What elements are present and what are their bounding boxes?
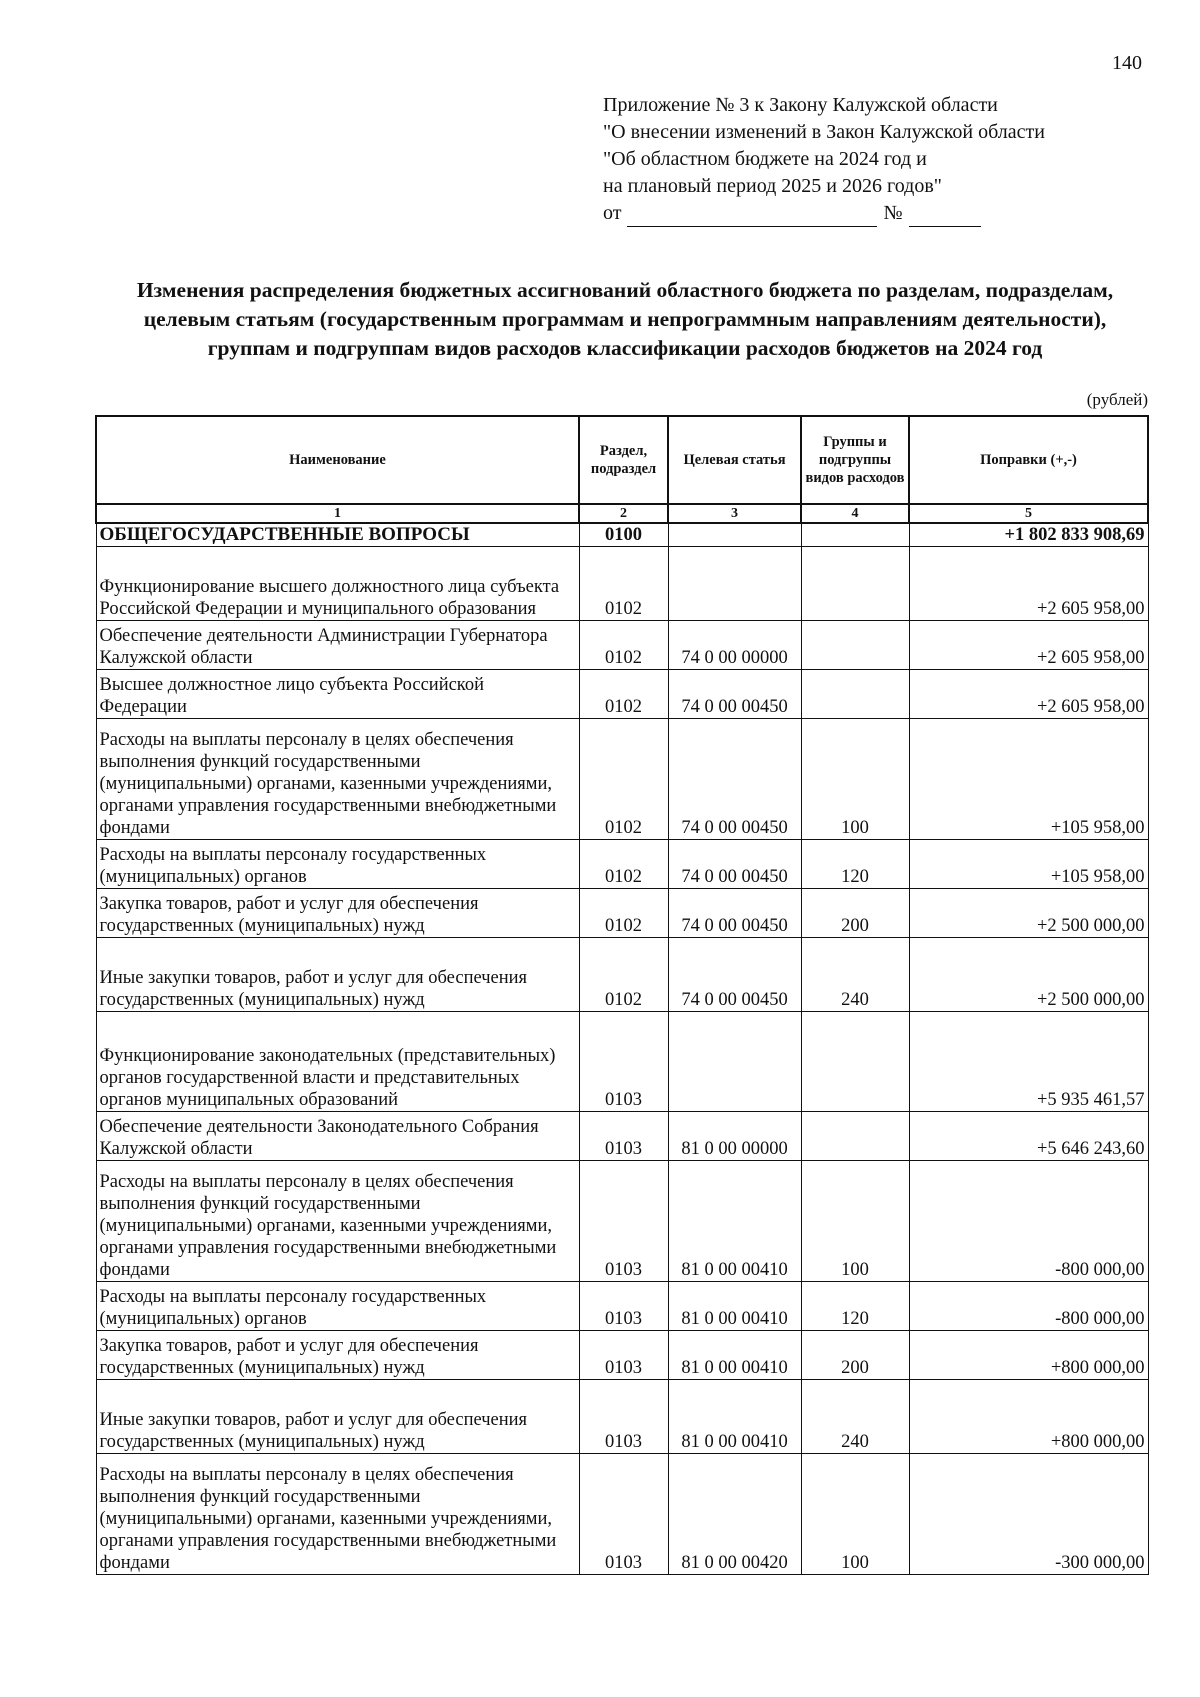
row-amount: -800 000,00: [909, 1161, 1148, 1282]
row-target: 81 0 00 00410: [668, 1282, 801, 1331]
table-row: [96, 1282, 1148, 1331]
row-group: [801, 670, 909, 719]
row-section: 0102: [579, 938, 668, 1012]
table-row: [96, 670, 1148, 719]
row-target: [668, 547, 801, 621]
appendix-line: "О внесении изменений в Закон Калужской области: [603, 121, 1045, 143]
header-row: [96, 416, 1148, 504]
row-target: 74 0 00 00450: [668, 670, 801, 719]
row-group: 120: [801, 1282, 909, 1331]
table-row: [96, 938, 1148, 1012]
appendix-date-line: [603, 200, 1045, 227]
row-section: 0103: [579, 1112, 668, 1161]
row-amount: -300 000,00: [909, 1454, 1148, 1575]
row-name: Закупка товаров, работ и услуг для обеспечения государственных (муниципальных) нужд: [96, 1331, 579, 1380]
appendix-note: [603, 92, 1045, 227]
table-row: [96, 1454, 1148, 1575]
budget-table: [95, 415, 1149, 1575]
row-section: 0100: [579, 523, 668, 547]
row-section: 0102: [579, 840, 668, 889]
table-row: [96, 621, 1148, 670]
table-row: [96, 523, 1148, 547]
row-amount: +105 958,00: [909, 719, 1148, 840]
row-group: 100: [801, 1161, 909, 1282]
row-target: 74 0 00 00000: [668, 621, 801, 670]
row-amount: +2 605 958,00: [909, 670, 1148, 719]
row-amount: +800 000,00: [909, 1380, 1148, 1454]
number-blank: [909, 208, 981, 227]
row-section: 0102: [579, 621, 668, 670]
row-name: Высшее должностное лицо субъекта Российской Федерации: [96, 670, 579, 719]
row-name: Закупка товаров, работ и услуг для обеспечения государственных (муниципальных) нужд: [96, 889, 579, 938]
row-amount: +1 802 833 908,69: [909, 523, 1148, 547]
row-name: Функционирование законодательных (представительных) органов государственной власти и представительных органов муниципальных образований: [96, 1012, 579, 1112]
table-row: [96, 840, 1148, 889]
document-title: [60, 276, 1190, 363]
row-name: Расходы на выплаты персоналу в целях обеспечения выполнения функций государственными (муниципальными) органами, казенными учреждениями, органами управления государственными внебюджетными фондами: [96, 719, 579, 840]
from-label: от: [603, 202, 622, 224]
row-name: ОБЩЕГОСУДАРСТВЕННЫЕ ВОПРОСЫ: [96, 523, 579, 547]
table-row: [96, 1161, 1148, 1282]
header-name: Наименование: [96, 416, 579, 504]
row-name: Расходы на выплаты персоналу в целях обеспечения выполнения функций государственными (муниципальными) органами, казенными учреждениями, органами управления государственными внебюджетными фондами: [96, 1161, 579, 1282]
appendix-line: Приложение № 3 к Закону Калужской области: [603, 94, 998, 116]
row-target: 74 0 00 00450: [668, 938, 801, 1012]
date-blank: [627, 208, 877, 227]
column-number: 4: [801, 504, 909, 523]
row-group: 100: [801, 719, 909, 840]
row-amount: +2 500 000,00: [909, 889, 1148, 938]
units-label: (рублей): [1086, 390, 1148, 409]
row-group: [801, 1112, 909, 1161]
row-amount: +2 605 958,00: [909, 547, 1148, 621]
table-row: [96, 547, 1148, 621]
header-groups: Группы и подгруппы видов расходов: [801, 416, 909, 504]
row-target: 74 0 00 00450: [668, 889, 801, 938]
table-row: [96, 1112, 1148, 1161]
row-amount: +800 000,00: [909, 1331, 1148, 1380]
row-target: 74 0 00 00450: [668, 840, 801, 889]
table-row: [96, 719, 1148, 840]
header-target: Целевая статья: [668, 416, 801, 504]
column-number: 3: [668, 504, 801, 523]
row-group: [801, 547, 909, 621]
row-name: Расходы на выплаты персоналу государственных (муниципальных) органов: [96, 1282, 579, 1331]
row-amount: +5 646 243,60: [909, 1112, 1148, 1161]
row-group: 200: [801, 889, 909, 938]
row-target: 81 0 00 00410: [668, 1161, 801, 1282]
row-name: Обеспечение деятельности Администрации Губернатора Калужской области: [96, 621, 579, 670]
row-name: Функционирование высшего должностного лица субъекта Российской Федерации и муниципального образования: [96, 547, 579, 621]
column-number: 2: [579, 504, 668, 523]
row-group: 240: [801, 938, 909, 1012]
row-target: 74 0 00 00450: [668, 719, 801, 840]
row-target: [668, 1012, 801, 1112]
number-label: №: [883, 202, 903, 224]
row-name: Расходы на выплаты персоналу государственных (муниципальных) органов: [96, 840, 579, 889]
header-amount: Поправки (+,-): [909, 416, 1148, 504]
row-amount: +2 605 958,00: [909, 621, 1148, 670]
row-amount: +5 935 461,57: [909, 1012, 1148, 1112]
table-row: [96, 889, 1148, 938]
row-group: 240: [801, 1380, 909, 1454]
column-number-row: [96, 504, 1148, 523]
row-section: 0103: [579, 1454, 668, 1575]
header-section: Раздел, подраздел: [579, 416, 668, 504]
row-target: 81 0 00 00410: [668, 1380, 801, 1454]
row-target: 81 0 00 00410: [668, 1331, 801, 1380]
page-number: 140: [1112, 52, 1142, 74]
appendix-line: на плановый период 2025 и 2026 годов": [603, 175, 942, 197]
row-group: 120: [801, 840, 909, 889]
row-section: 0102: [579, 889, 668, 938]
table-row: [96, 1331, 1148, 1380]
row-section: 0103: [579, 1380, 668, 1454]
table-row: [96, 1012, 1148, 1112]
column-number: 1: [96, 504, 579, 523]
column-number: 5: [909, 504, 1148, 523]
row-group: 100: [801, 1454, 909, 1575]
row-section: 0103: [579, 1331, 668, 1380]
row-group: [801, 621, 909, 670]
row-section: 0103: [579, 1012, 668, 1112]
row-target: [668, 523, 801, 547]
row-target: 81 0 00 00420: [668, 1454, 801, 1575]
row-amount: +2 500 000,00: [909, 938, 1148, 1012]
table-row: [96, 1380, 1148, 1454]
title-line: Изменения распределения бюджетных ассигнований областного бюджета по разделам, подразделам,: [136, 278, 1114, 302]
row-amount: -800 000,00: [909, 1282, 1148, 1331]
title-line: целевым статьям (государственным программам и непрограммным направлениям деятельности),: [143, 307, 1107, 331]
row-section: 0103: [579, 1282, 668, 1331]
row-name: Обеспечение деятельности Законодательного Собрания Калужской области: [96, 1112, 579, 1161]
row-amount: +105 958,00: [909, 840, 1148, 889]
row-group: [801, 1012, 909, 1112]
title-line: группам и подгруппам видов расходов классификации расходов бюджетов на 2024 год: [207, 336, 1043, 360]
row-group: [801, 523, 909, 547]
row-name: Расходы на выплаты персоналу в целях обеспечения выполнения функций государственными (муниципальными) органами, казенными учреждениями, органами управления государственными внебюджетными фондами: [96, 1454, 579, 1575]
row-section: 0102: [579, 547, 668, 621]
row-name: Иные закупки товаров, работ и услуг для обеспечения государственных (муниципальных) нужд: [96, 1380, 579, 1454]
row-group: 200: [801, 1331, 909, 1380]
appendix-line: "Об областном бюджете на 2024 год и: [603, 148, 927, 170]
row-target: 81 0 00 00000: [668, 1112, 801, 1161]
row-section: 0103: [579, 1161, 668, 1282]
row-section: 0102: [579, 670, 668, 719]
row-section: 0102: [579, 719, 668, 840]
row-name: Иные закупки товаров, работ и услуг для обеспечения государственных (муниципальных) нужд: [96, 938, 579, 1012]
